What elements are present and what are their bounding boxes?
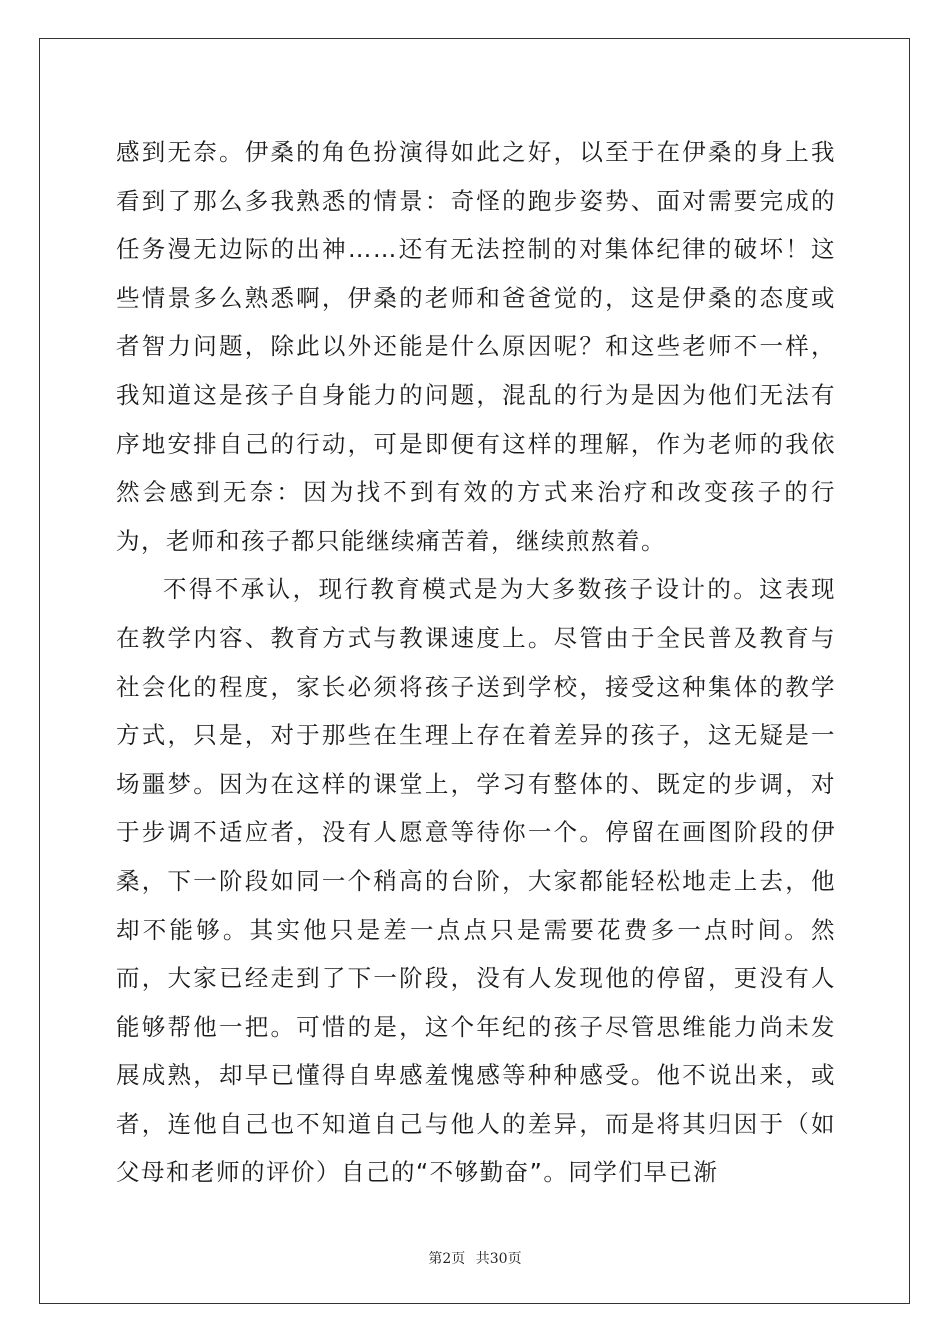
document-body xyxy=(116,128,836,1197)
page-footer xyxy=(0,1248,950,1268)
paragraph-2: 不得不承认，现行教育模式是为大多数孩子设计的。这表现在教学内容、教育方式与教课速度上。尽管由于全民普及教育与社会化的程度，家长必须将孩子送到学校，接受这种集体的教学方式，只是，对于那些在生理上存在着差异的孩子，这无疑是一场噩梦。因为在这样的课堂上，学习有整体的、既定的步调，对于步调不适应者，没有人愿意等待你一个。停留在画图阶段的伊桑，下一阶段如同一个稍高的台阶，大家都能轻松地走上去，他却不能够。其实他只是差一点点只是需要花费多一点时间。然而，大家已经走到了下一阶段，没有人发现他的停留，更没有人能够帮他一把。可惜的是，这个年纪的孩子尽管思维能力尚未发展成熟，却早已懂得自卑感羞愧感等种种感受。他不说出来，或者，连他自己也不知道自己与他人的差异，而是将其归因于（如父母和老师的评价）自己的“不够勤奋”。同学们早已渐 xyxy=(116,575,836,1187)
page-number: 第2页 xyxy=(428,1251,466,1267)
paragraph-1: 感到无奈。伊桑的角色扮演得如此之好，以至于在伊桑的身上我看到了那么多我熟悉的情景：奇怪的跑步姿势、面对需要完成的任务漫无边际的出神……还有无法控制的对集体纪律的破坏！这些情景多么熟悉啊，伊桑的老师和爸爸觉的，这是伊桑的态度或者智力问题，除此以外还能是什么原因呢？和这些老师不一样，我知道这是孩子自身能力的问题，混乱的行为是因为他们无法有序地安排自己的行动，可是即便有这样的理解，作为老师的我依然会感到无奈：因为找不到有效的方式来治疗和改变孩子的行为，老师和孩子都只能继续痛苦着，继续煎熬着。 xyxy=(116,138,836,555)
page-total: 共30页 xyxy=(475,1251,522,1267)
